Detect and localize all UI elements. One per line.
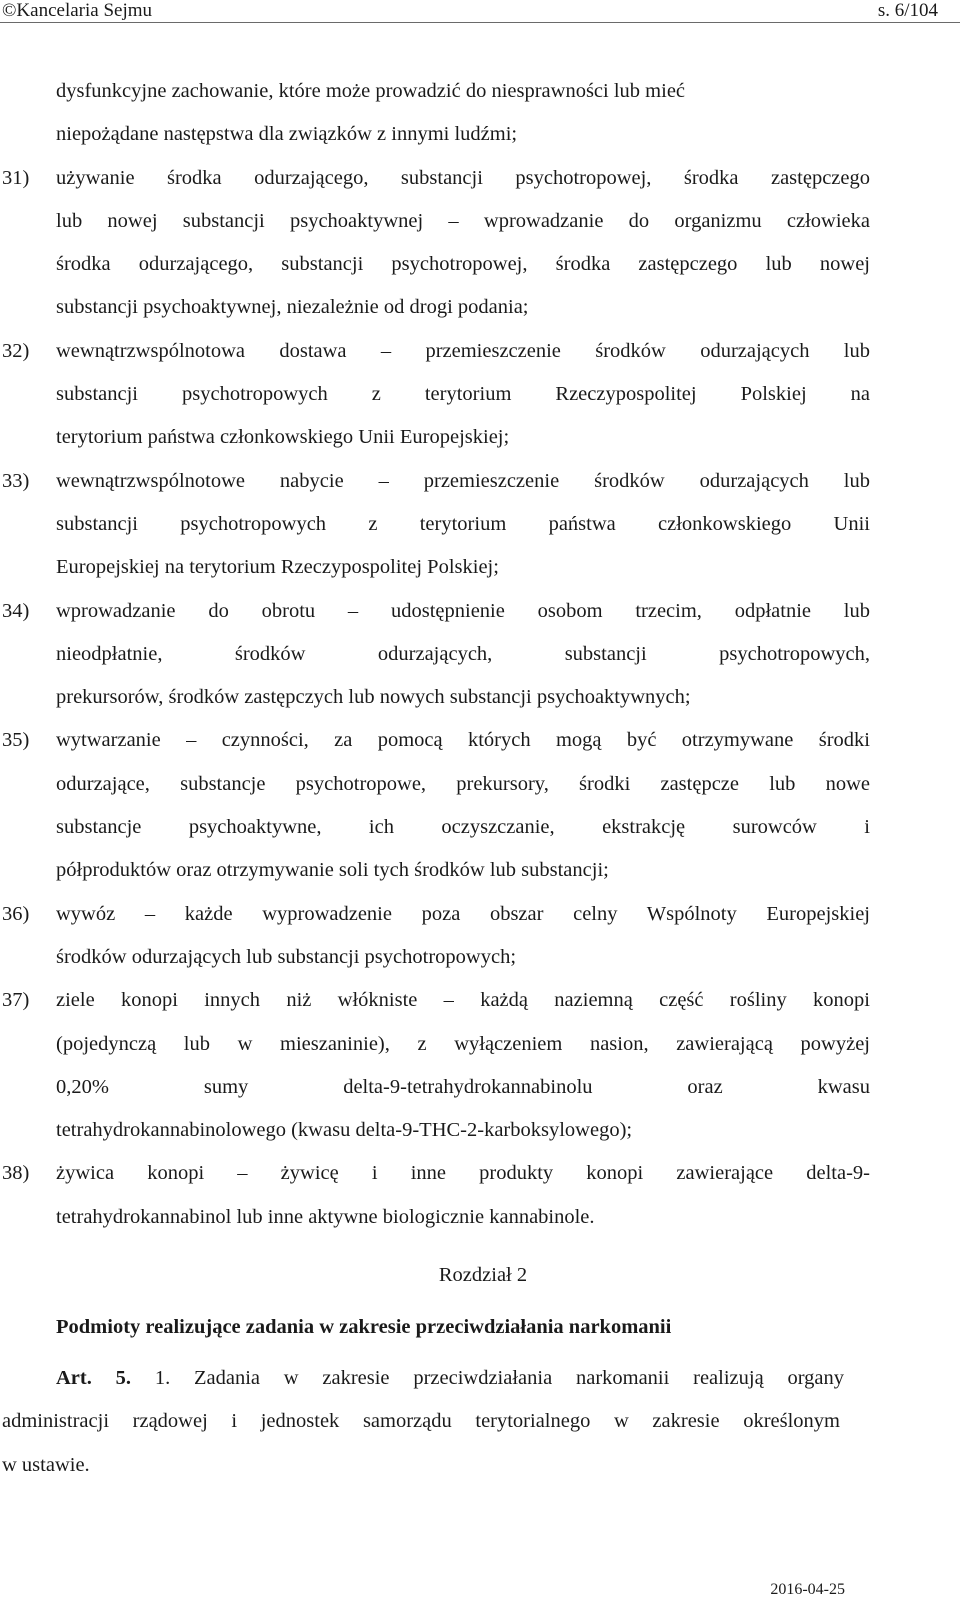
definition-item-38 [0, 1152, 960, 1239]
text-line: wywóz – każde wyprowadzenie poza obszar celny Wspólnoty Europejskiej [56, 902, 870, 925]
text-line: substancji psychotropowych z terytorium państwa członkowskiego Unii [56, 512, 870, 535]
definition-item-36 [0, 893, 960, 980]
definition-item-31 [0, 157, 960, 330]
item-number: 38) [2, 1162, 30, 1185]
text-line: substancji psychoaktywnej, niezależnie od drogi podania; [56, 296, 529, 319]
text-line: lub nowej substancji psychoaktywnej – wprowadzanie do organizmu człowieka [56, 209, 870, 232]
text-line: tetrahydrokannabinolowego (kwasu delta-9-THC-2-karboksylowego); [56, 1119, 633, 1142]
text-line: substancji psychotropowych z terytorium Rzeczypospolitej Polskiej na [56, 383, 870, 406]
header-divider [0, 22, 960, 23]
text-line: używanie środka odurzającego, substancji psychotropowej, środka zastępczego [56, 166, 870, 189]
text-line: niepożądane następstwa dla związków z innymi ludźmi; [56, 123, 518, 146]
page-number: s. 6/104 [877, 0, 938, 21]
definition-item-32 [0, 330, 960, 460]
item-number: 36) [2, 902, 30, 925]
article-text: 1. Zadania w zakresie przeciwdziałania narkomanii realizują organy [154, 1367, 845, 1390]
text-line: ziele konopi innych niż włókniste ‒ każdą naziemną część rośliny konopi [56, 989, 870, 1012]
text-line: wytwarzanie – czynności, za pomocą których mogą być otrzymywane środki [56, 729, 870, 752]
text-line: środka odurzającego, substancji psychotropowej, środka zastępczego lub nowej [56, 253, 870, 276]
item-number: 37) [2, 989, 30, 1012]
text-line: substancje psychoaktywne, ich oczyszczanie, ekstrakcję surowców i [56, 816, 870, 839]
continuation-paragraph [0, 70, 960, 157]
footer-date: 2016-04-25 [770, 1581, 845, 1598]
text-line: żywica konopi – żywicę i inne produkty konopi zawierające delta-9- [56, 1162, 870, 1185]
text-line: odurzające, substancje psychotropowe, prekursory, środki zastępcze lub nowe [56, 772, 870, 795]
text-line: półproduktów oraz otrzymywanie soli tych środków lub substancji; [56, 859, 609, 882]
definition-item-37 [0, 979, 960, 1152]
text-line: 0,20% sumy delta-9-tetrahydrokannabinolu oraz kwasu [56, 1075, 870, 1098]
text-line: tetrahydrokannabinol lub inne aktywne biologicznie kannabinole. [56, 1205, 595, 1228]
text-line: prekursorów, środków zastępczych lub nowych substancji psychoaktywnych; [56, 686, 691, 709]
copyright-label: ©Kancelaria Sejmu [2, 0, 153, 21]
text-line: administracji rządowej i jednostek samorządu terytorialnego w zakresie określonym [2, 1410, 840, 1433]
article-5 [0, 1357, 960, 1487]
document-body [0, 70, 960, 1487]
item-number: 34) [2, 599, 30, 622]
text-line: terytorium państwa członkowskiego Unii Europejskiej; [56, 426, 510, 449]
article-first-line [0, 1357, 844, 1400]
item-number: 33) [2, 469, 30, 492]
text-line: nieodpłatnie, środków odurzających, substancji psychotropowych, [56, 642, 870, 665]
text-line: w ustawie. [2, 1453, 90, 1476]
item-number: 31) [2, 166, 30, 189]
item-number: 35) [2, 729, 30, 752]
chapter-heading: Rozdział 2 [438, 1264, 528, 1287]
chapter-title: Podmioty realizujące zadania w zakresie przeciwdziałania narkomanii [56, 1316, 672, 1339]
definition-item-35 [0, 719, 960, 892]
text-line: dysfunkcyjne zachowanie, które może prowadzić do niesprawności lub mieć [56, 80, 686, 102]
item-number: 32) [2, 339, 30, 362]
text-line: wprowadzanie do obrotu – udostępnienie osobom trzecim, odpłatnie lub [56, 599, 870, 622]
article-label: Art. 5. [56, 1367, 132, 1390]
definition-item-34 [0, 590, 960, 720]
page-header [0, 0, 960, 24]
text-line: wewnątrzwspólnotowa dostawa – przemieszczenie środków odurzających lub [56, 339, 870, 362]
definition-item-33 [0, 460, 960, 590]
text-line: wewnątrzwspólnotowe nabycie – przemieszczenie środków odurzających lub [56, 469, 870, 492]
text-line: środków odurzających lub substancji psychotropowych; [56, 945, 517, 968]
text-line: (pojedynczą lub w mieszaninie), z wyłączeniem nasion, zawierającą powyżej [56, 1032, 870, 1055]
text-line: Europejskiej na terytorium Rzeczypospolitej Polskiej; [56, 556, 499, 579]
